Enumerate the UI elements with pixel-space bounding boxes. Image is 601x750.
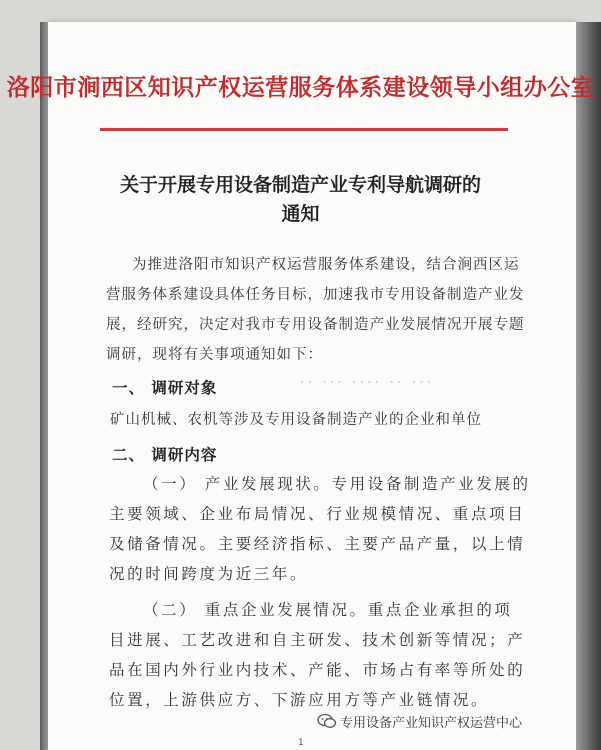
header-divider	[100, 128, 508, 131]
section-1-heading: 一、 调研对象	[112, 378, 218, 397]
issuer-header: 洛阳市涧西区知识产权运营服务体系建设领导小组办公室	[6, 74, 595, 101]
wechat-icon	[317, 713, 337, 729]
item-1-line-1: （一） 产业发展现状。专用设备制造产业发展的	[143, 475, 531, 493]
watermark-account-name: 专用设备产业知识产权运营中心	[340, 716, 523, 731]
item-1-line-3: 及储备情况。主要经济指标、主要产品产量，以上情	[109, 535, 526, 553]
intro-line-2: 营服务体系建设具体任务目标，加速我市专用设备制造产业发	[106, 287, 525, 303]
intro-line-3: 展，经研究，决定对我市专用设备制造产业发展情况开展专题	[106, 317, 525, 333]
bleed-through-text: ·· ··· ···· ·· ···	[300, 375, 435, 391]
notice-title-line-2: 通知	[281, 203, 320, 225]
notice-title-line-1: 关于开展专用设备制造产业专利导航调研的	[119, 174, 481, 196]
page-edge-shadow-right	[576, 22, 601, 750]
item-1-line-4: 况的时间跨度为近三年。	[109, 565, 309, 583]
item-1-line-2: 主要领域、企业布局情况、行业规模情况、重点项目	[109, 505, 526, 523]
page-number: 1	[298, 738, 304, 748]
intro-line-1: 为推进洛阳市知识产权运营服务体系建设，结合涧西区运	[132, 257, 520, 273]
item-2-line-1: （二） 重点企业发展情况。重点企业承担的项	[143, 601, 513, 619]
intro-line-4: 调研，现将有关事项通知如下：	[106, 347, 323, 363]
item-2-line-3: 品在国内外行业内技术、产能、市场占有率等所处的	[109, 661, 526, 679]
item-2-line-4: 位置，上游供应方、下游应用方等产业链情况。	[109, 691, 490, 709]
section-2-heading: 二、 调研内容	[112, 445, 218, 464]
item-2-line-2: 目进展、工艺改进和自主研发、技术创新等情况；产	[109, 631, 526, 649]
section-1-body: 矿山机械、农机等涉及专用设备制造产业的企业和单位	[110, 412, 482, 428]
